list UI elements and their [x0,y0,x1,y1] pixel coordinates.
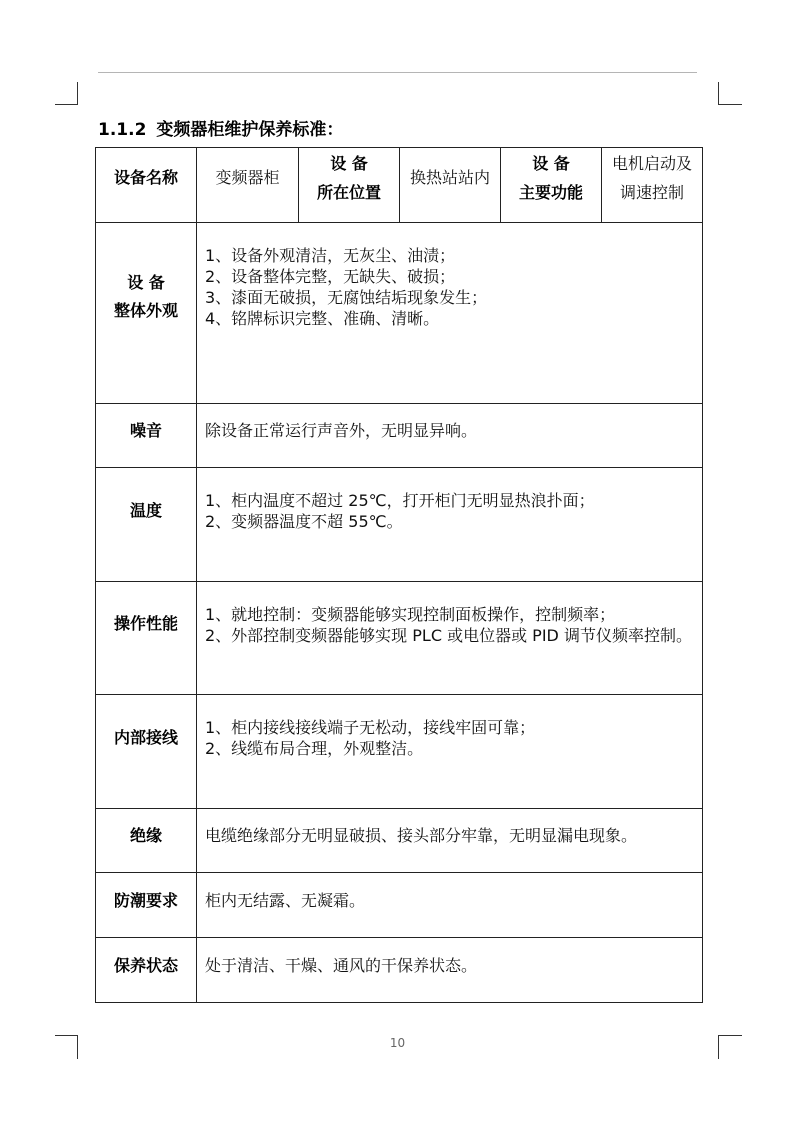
noise-standard-line: 除设备正常运行声音外，无明显异响。 [205,421,478,440]
equipment-name-label-text: 设备名称 [113,168,178,187]
moisture-protection-label-text: 防潮要求 [113,890,178,910]
maintenance-status-label-text: 保养状态 [113,955,178,975]
crop-mark-top-right [718,82,742,105]
section-title: 变频器柜维护保养标准： [156,120,344,140]
noise-label-text: 噪音 [129,421,162,440]
section-number: 1.1.2 [98,120,147,140]
equipment-location-value [400,148,501,223]
equipment-location-label [299,148,400,223]
insulation-label [96,809,197,873]
equipment-location-label-line: 设 备 [330,153,368,173]
equipment-location-label-line: 所在位置 [316,182,381,202]
page-number: 10 [389,1036,406,1050]
operation-performance-label-text: 操作性能 [113,614,178,633]
equipment-function-label-line: 主要功能 [518,182,583,202]
equipment-function-label-line: 设 备 [532,153,570,173]
maintenance-status-standard [197,938,703,1003]
temperature-label-text: 温度 [129,500,162,520]
temperature-standard-line: 1、柜内温度不超过 25℃，打开柜门无明显热浪扑面； [205,491,595,510]
equipment-function-value-line: 电机启动及 [611,153,692,173]
internal-wiring-label-text: 内部接线 [113,727,178,747]
temperature-standard-line: 2、变频器温度不超 55℃。 [205,512,403,531]
operation-performance-standard [197,582,703,695]
appearance-label-line: 整体外观 [113,300,178,320]
internal-wiring-standard-line: 1、柜内接线接线端子无松动，接线牢固可靠； [205,718,536,737]
noise-label [96,404,197,468]
insulation-standard [197,809,703,873]
header-rule [98,72,697,73]
maintenance-status-standard-line: 处于清洁、干燥、通风的干保养状态。 [205,955,478,975]
maintenance-standard-table [95,147,703,1003]
insulation-label-text: 绝缘 [129,826,162,845]
equipment-function-label [501,148,602,223]
appearance-standard-line: 2、设备整体完整，无缺失、破损； [205,267,456,286]
temperature-standard [197,468,703,582]
internal-wiring-label [96,695,197,809]
maintenance-status-label [96,938,197,1003]
operation-performance-label [96,582,197,695]
crop-mark-top-left [55,82,78,105]
equipment-name-value [197,148,299,223]
operation-performance-standard-line: 1、就地控制：变频器能够实现控制面板操作，控制频率； [205,605,616,624]
insulation-standard-line: 电缆绝缘部分无明显破损、接头部分牢靠，无明显漏电现象。 [205,826,638,845]
appearance-standard [197,223,703,404]
moisture-protection-label [96,873,197,938]
appearance-standard-line: 4、铭牌标识完整、准确、清晰。 [205,309,440,328]
moisture-protection-standard [197,873,703,938]
equipment-name-value-text: 变频器柜 [215,168,280,187]
section-heading [98,119,343,141]
equipment-function-value [602,148,703,223]
appearance-label [96,223,197,404]
moisture-protection-standard-line: 柜内无结露、无凝霜。 [205,890,366,910]
internal-wiring-standard [197,695,703,809]
noise-standard [197,404,703,468]
equipment-location-value-text: 换热站站内 [409,168,490,187]
operation-performance-standard-line: 2、外部控制变频器能够实现 PLC 或电位器或 PID 调节仪频率控制。 [205,626,692,645]
equipment-name-label [96,148,197,223]
appearance-standard-line: 3、漆面无破损，无腐蚀结垢现象发生； [205,288,488,307]
appearance-label-line: 设 备 [127,272,165,292]
appearance-standard-line: 1、设备外观清洁，无灰尘、油渍； [205,246,456,265]
equipment-function-value-line: 调速控制 [619,182,684,202]
temperature-label [96,468,197,582]
internal-wiring-standard-line: 2、线缆布局合理，外观整洁。 [205,739,424,758]
